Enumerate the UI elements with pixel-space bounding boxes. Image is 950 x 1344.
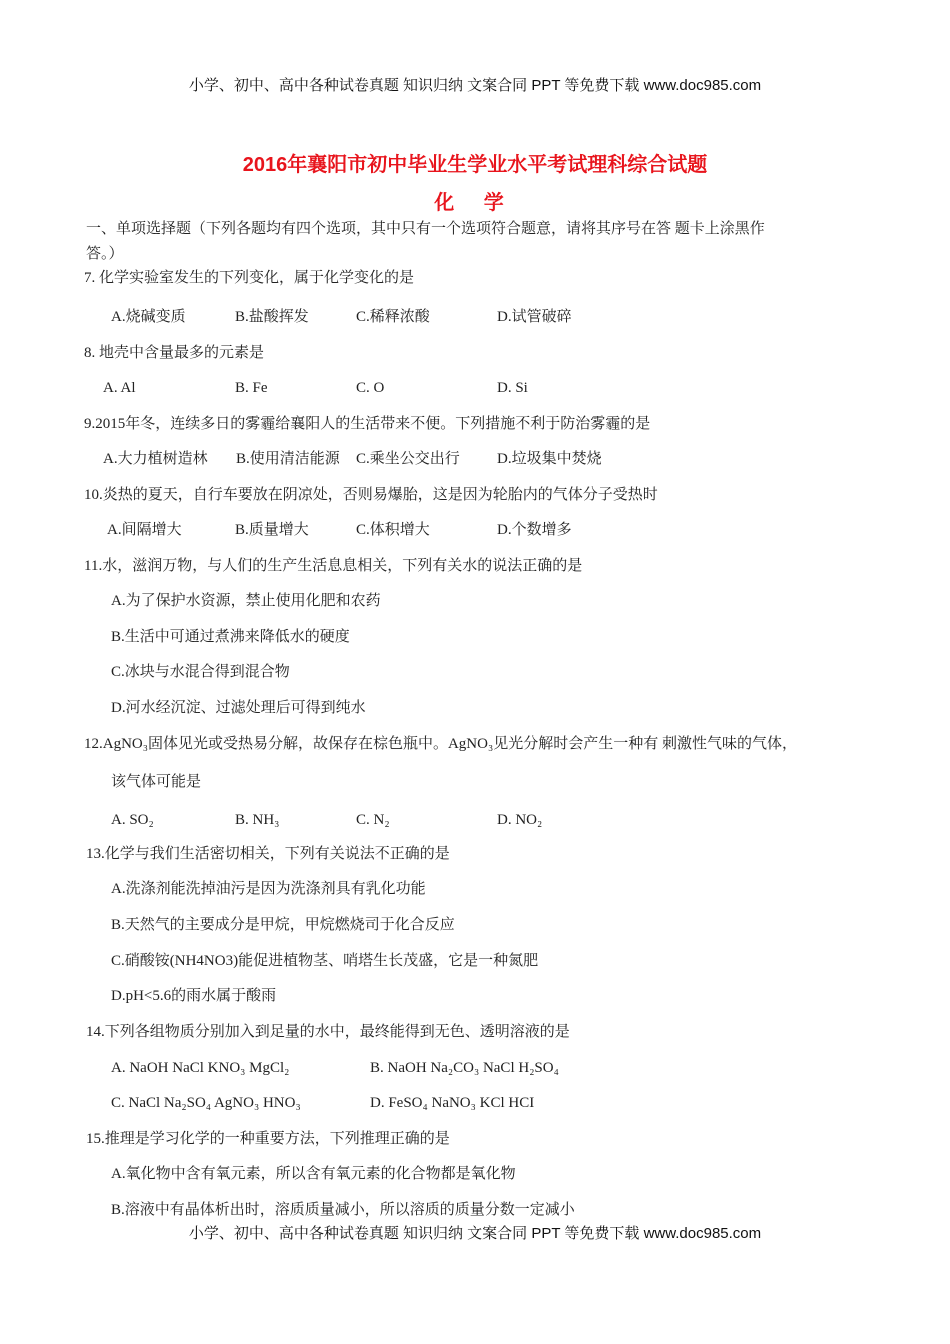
question-10: 10.炎热的夏天，自行车要放在阴凉处，否则易爆胎，这是因为轮胎内的气体分子受热时 — [84, 487, 658, 503]
question-8: 8. 地壳中含量最多的元素是 — [84, 345, 265, 361]
question-7: 7. 化学实验室发生的下列变化，属于化学变化的是 — [84, 270, 415, 286]
option: D. FeSO₄ NaNO₃ KCl HCI — [370, 1095, 535, 1111]
option: A. Al — [103, 380, 136, 396]
option: A.间隔增大 — [107, 522, 182, 538]
option: C. O — [356, 380, 385, 396]
option: C.硝酸铵(NH4NO3)能促进植物茎、哨塔生长茂盛，它是一种氮肥 — [111, 953, 539, 969]
option: D.pH<5.6的雨水属于酸雨 — [111, 988, 277, 1004]
option: B.生活中可通过煮沸来降低水的硬度 — [111, 629, 350, 645]
question-12: 12.AgNO₃固体见光或受热易分解，故保存在棕色瓶中。AgNO₃见光分解时会产生一种有 刺激性气味的气体， — [84, 736, 797, 752]
section-instructions: 一、单项选择题（下列各题均有四个选项，其中只有一个选项符合题意，请将其序号在答 题卡上涂黑作 — [86, 221, 765, 237]
option: D.垃圾集中焚烧 — [497, 451, 602, 467]
option: D.河水经沉淀、过滤处理后可得到纯水 — [111, 700, 366, 716]
option: D.试管破碎 — [497, 309, 572, 325]
option: B. Fe — [235, 380, 268, 396]
option: A.氧化物中含有氧元素，所以含有氧元素的化合物都是氧化物 — [111, 1166, 516, 1182]
option: C. N₂ — [356, 812, 390, 828]
option: A. NaOH NaCl KNO₃ MgCl₂ — [111, 1060, 290, 1076]
section-instructions-cont: 答。） — [86, 246, 124, 262]
option: B.溶液中有晶体析出时，溶质质量减小，所以溶质的质量分数一定减小 — [111, 1202, 575, 1218]
question-14: 14.下列各组物质分别加入到足量的水中，最终能得到无色、透明溶液的是 — [86, 1024, 570, 1040]
question-9: 9.2015年冬，连续多日的雾霾给襄阳人的生活带来不便。下列措施不利于防治雾霾的是 — [84, 416, 651, 432]
option: C.稀释浓酸 — [356, 309, 430, 325]
option: C.体积增大 — [356, 522, 430, 538]
option: A. SO₂ — [111, 812, 154, 828]
option: D.个数增多 — [497, 522, 572, 538]
option: B.盐酸挥发 — [235, 309, 309, 325]
option: C.乘坐公交出行 — [356, 451, 460, 467]
option: A.为了保护水资源，禁止使用化肥和农药 — [111, 593, 381, 609]
option: D. NO₂ — [497, 812, 543, 828]
page-footer: 小学、初中、高中各种试卷真题 知识归纳 文案合同 PPT 等免费下载 www.doc985.com — [188, 1225, 762, 1242]
option: D. Si — [497, 380, 528, 396]
option: B.天然气的主要成分是甲烷，甲烷燃烧司于化合反应 — [111, 917, 455, 933]
option: B. NH₃ — [235, 812, 280, 828]
question-13: 13.化学与我们生活密切相关，下列有关说法不正确的是 — [86, 846, 450, 862]
option: A.洗涤剂能洗掉油污是因为洗涤剂具有乳化功能 — [111, 881, 426, 897]
option: C. NaCl Na₂SO₄ AgNO₃ HNO₃ — [111, 1095, 301, 1111]
option: A.烧碱变质 — [111, 309, 186, 325]
option: B.使用清洁能源 — [236, 451, 340, 467]
question-11: 11.水，滋润万物，与人们的生产生活息息相关，下列有关水的说法正确的是 — [84, 558, 583, 574]
question-12-cont: 该气体可能是 — [111, 774, 202, 790]
subject-title: 化 学 — [434, 192, 516, 214]
option: B. NaOH Na₂CO₃ NaCl H₂SO₄ — [370, 1060, 559, 1076]
exam-title: 2016年襄阳市初中毕业生学业水平考试理科综合试题 — [242, 154, 708, 176]
option: A.大力植树造林 — [103, 451, 208, 467]
page-header: 小学、初中、高中各种试卷真题 知识归纳 文案合同 PPT 等免费下载 www.doc985.com — [188, 77, 762, 94]
option: C.冰块与水混合得到混合物 — [111, 664, 290, 680]
question-15: 15.推理是学习化学的一种重要方法，下列推理正确的是 — [86, 1131, 450, 1147]
option: B.质量增大 — [235, 522, 309, 538]
